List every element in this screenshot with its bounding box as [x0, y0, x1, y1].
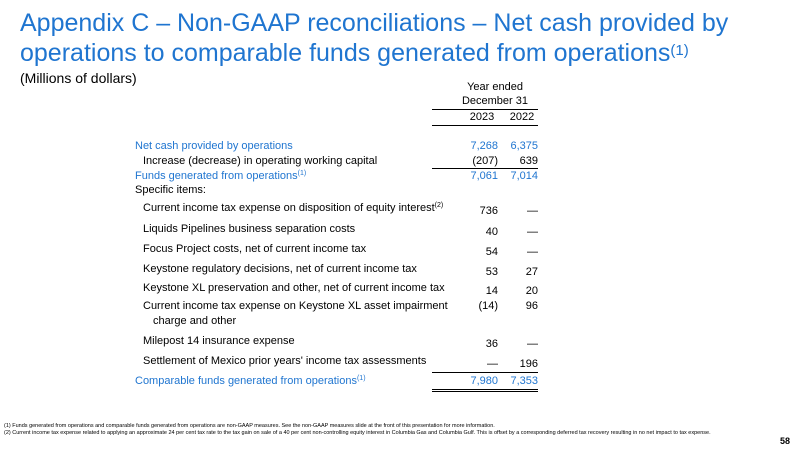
value-2023: — — [487, 358, 498, 370]
row-label: Funds generated from operations$^{(1)}$ — [135, 170, 307, 182]
value-2023: 40 — [485, 226, 498, 238]
total-double-rule-top — [432, 389, 538, 390]
page-number: 58 — [779, 436, 790, 446]
value-2022: 96 — [525, 300, 538, 312]
value-2022: — — [527, 246, 538, 258]
total-rule — [432, 372, 538, 373]
row-label: Focus Project costs, net of current income tax — [143, 243, 367, 255]
value-2023: 54 — [485, 246, 498, 258]
title-footnote-ref: (1) — [670, 42, 689, 59]
value-2023: 7,268 — [470, 140, 498, 152]
value-2023: 7,980 — [470, 375, 498, 387]
row-label: Increase (decrease) in operating working capital — [143, 155, 378, 167]
value-2023: 14 — [485, 285, 498, 297]
header-year-ended: Year ended — [467, 81, 523, 93]
value-2023: 53 — [485, 266, 498, 278]
column-header-2023: 2023 — [469, 111, 495, 123]
page-title — [20, 8, 780, 68]
title-text: Appendix C – Non-GAAP reconciliations – Net cash provided by operations to comparable funds generated from operations — [20, 9, 729, 67]
row-label: Milepost 14 insurance expense — [143, 335, 295, 347]
row-label: Comparable funds generated from operations$^{(1)}$ — [135, 375, 366, 387]
row-label: Current income tax expense on disposition of equity interest$^{(2)}$ — [143, 202, 444, 214]
row-label: Keystone XL preservation and other, net of current income tax — [143, 282, 445, 294]
value-2023: (207) — [472, 155, 498, 167]
value-2022: 6,375 — [510, 140, 538, 152]
value-2022: — — [527, 226, 538, 238]
value-2022: — — [527, 338, 538, 350]
row-label: Keystone regulatory decisions, net of current income tax — [143, 263, 417, 275]
value-2022: 7,014 — [510, 170, 538, 182]
column-header-2022: 2022 — [509, 111, 535, 123]
header-december-31: December 31 — [461, 95, 529, 107]
column-header-rule — [432, 125, 538, 126]
value-2023: 7,061 — [470, 170, 498, 182]
subtotal-rule — [432, 168, 538, 169]
footnote-1: (1) Funds generated from operations and comparable funds generated from operations are non-GAAP measures. See the non-GAAP measures slide at the front of this presentation for more information. — [4, 423, 495, 429]
value-2023: (14) — [478, 300, 498, 312]
value-2022: — — [527, 205, 538, 217]
row-label: Settlement of Mexico prior years' income tax assessments — [143, 355, 427, 367]
total-double-rule-bottom — [432, 391, 538, 392]
value-2023: 36 — [485, 338, 498, 350]
row-label: Liquids Pipelines business separation costs — [143, 223, 356, 235]
value-2022: 20 — [525, 285, 538, 297]
units-subtitle: (Millions of dollars) — [20, 70, 137, 86]
footnote-2: (2) Current income tax expense related to applying an approximate 24 per cent tax rate to the tax gain on sale of a 40 per cent non-controlling equity interest in Columbia Gas and Columbia Gulf. This is offset by a corresponding deferred tax recovery resulting in no net impact to tax expense. — [4, 430, 711, 436]
value-2023: 736 — [479, 205, 498, 217]
row-label: Net cash provided by operations — [135, 140, 293, 152]
header-rule — [432, 109, 538, 110]
value-2022: 7,353 — [510, 375, 538, 387]
footnotes — [4, 423, 774, 437]
row-label: Specific items: — [135, 184, 206, 196]
table-row — [0, 300, 800, 330]
row-label-continuation: charge and other — [153, 315, 237, 327]
value-2022: 27 — [525, 266, 538, 278]
value-2022: 196 — [519, 358, 538, 370]
value-2022: 639 — [519, 155, 538, 167]
row-label: Current income tax expense on Keystone XL asset impairment — [143, 300, 448, 312]
